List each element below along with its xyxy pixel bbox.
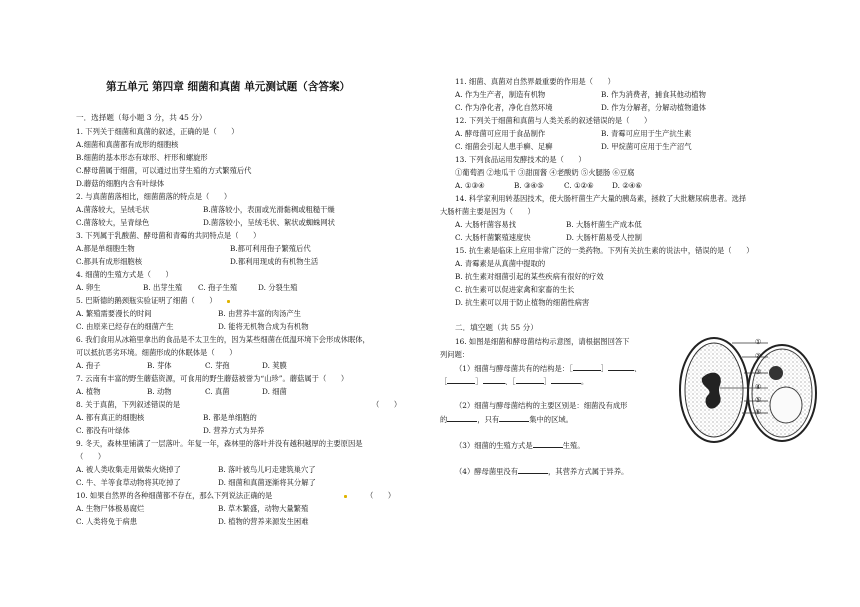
yeast-vacuole <box>770 387 802 423</box>
q11-option-a: A. 作为生产者，制造有机物 <box>455 90 546 99</box>
q4-option-b: B. 出芽生殖 <box>143 283 183 292</box>
cell-diagram-svg <box>672 333 820 447</box>
q6-option-a: A. 孢子 <box>76 361 101 370</box>
q6-option-c: C. 芽孢 <box>205 361 230 370</box>
q8-option-a: A. 都有真正的细胞核 <box>76 413 145 422</box>
q5-option-d: D. 能将无机物合成为有机物 <box>218 322 309 331</box>
q13-option-c: C. ①②⑥ <box>564 181 594 190</box>
q15-option-c: C. 抗生素可以促进家禽和家畜的生长 <box>455 285 575 294</box>
q1-stem: 1. 下列关于细菌和真菌的叙述，正确的是（ ） <box>76 127 239 136</box>
label-6: ⑥ <box>755 408 762 416</box>
q8-option-b: B. 都是单细胞的 <box>203 413 257 422</box>
q16-stem-line1: 16. 如图是细菌和酵母菌结构示意图，请根据图回答下 <box>455 337 630 346</box>
q13-option-b: B. ③④⑤ <box>514 181 544 190</box>
q12-option-b: B. 青霉可应用于生产抗生素 <box>601 129 692 138</box>
label-3: ③ <box>755 368 762 376</box>
q14-stem-line2: 大肠杆菌主要是因为（ ） <box>440 207 535 216</box>
answer-blank[interactable] <box>533 441 563 448</box>
q4-option-a: A. 卵生 <box>76 283 101 292</box>
q7-option-a: A. 植物 <box>76 387 101 396</box>
q3-option-d: D.都利用现成的有机物生活 <box>230 257 319 266</box>
q8-paren: （ ） <box>372 400 402 409</box>
q7-stem: 7. 云南有丰富的野生蘑菇资源，可食用的野生蘑菇被誉为“山珍”。蘑菇属于（ ） <box>76 374 349 383</box>
q9-option-b: B. 落叶被鸟儿叼走建筑巢穴了 <box>218 465 316 474</box>
bacterium-cell <box>680 338 748 442</box>
answer-blank[interactable] <box>551 377 581 384</box>
q16-part1-line1: （1）细菌与酵母菌共有的结构是：［ ］ 、 <box>455 364 642 373</box>
mark-dot <box>227 300 230 303</box>
answer-blank[interactable] <box>499 415 529 422</box>
q1-option-d: D.蘑菇的细胞内含有叶绿体 <box>76 179 165 188</box>
q11-option-d: D. 作为分解者，分解动植物遗体 <box>601 103 707 112</box>
q3-stem: 3. 下列属于乳酸菌、酵母菌和青霉的共同特点是（ ） <box>76 231 261 240</box>
q16-part3: （3）细菌的生殖方式是 生殖。 <box>455 441 585 450</box>
q13-option-a: A. ①③④ <box>455 181 485 190</box>
q16-part4: （4）酵母菌里没有 ，其营养方式属于异养。 <box>455 467 629 476</box>
q7-option-c: C. 真菌 <box>205 387 230 396</box>
answer-blank[interactable] <box>516 377 544 384</box>
q3-option-a: A.都是单细胞生物 <box>76 244 135 253</box>
q10-option-d: D. 植物的营养来源发生困难 <box>218 517 309 526</box>
q15-stem: 15. 抗生素是临床上应用非常广泛的一类药物。下列有关抗生素的说法中，错误的是（ ） <box>455 246 754 255</box>
q9-option-c: C. 牛、羊等食草动物将其吃掉了 <box>76 478 181 487</box>
q12-stem: 12. 下列关于细菌和真菌与人类关系的叙述错误的是（ ） <box>455 116 652 125</box>
q11-option-b: B. 作为消费者，捕食其他动植物 <box>601 90 706 99</box>
q14-option-a: A. 大肠杆菌容易找 <box>455 220 516 229</box>
q5-option-a: A. 繁殖需要漫长的时间 <box>76 309 152 318</box>
q9-option-d: D. 细菌和真菌逐渐将其分解了 <box>218 478 316 487</box>
q14-stem-line1: 14. 科学家利用转基因技术，使大肠杆菌生产大量的胰岛素，拯救了大批糖尿病患者。选择 <box>455 194 747 203</box>
section-fill-heading: 二．填空题（共 55 分） <box>455 323 538 332</box>
q14-option-b: B. 大肠杆菌生产成本低 <box>566 220 642 229</box>
page-title: 第五单元 第四章 细菌和真菌 单元测试题（含答案） <box>106 81 351 93</box>
q16-part2-line2: 的 ，只有 集中的区域。 <box>440 415 573 424</box>
q12-option-d: D. 甲烷菌可应用于生产沼气 <box>601 142 692 151</box>
q11-stem: 11. 细菌、真菌对自然界最重要的作用是（ ） <box>455 77 615 86</box>
q16-stem-line2: 列问题： <box>440 350 470 359</box>
q8-stem: 8. 关于真菌，下列叙述错误的是 <box>76 400 181 409</box>
q10-stem: 10. 如果自然界的各种细菌都不存在，那么下列说法正确的是 <box>76 491 273 500</box>
answer-blank[interactable] <box>608 364 634 371</box>
q5-option-c: C. 由原来已经存在的细菌产生 <box>76 322 174 331</box>
q1-option-c: C.酵母菌属于细菌，可以通过出芽生殖的方式繁殖后代 <box>76 166 252 175</box>
q6-option-d: D. 荚膜 <box>262 361 287 370</box>
q9-stem-line2: （ ） <box>76 452 106 461</box>
answer-blank[interactable] <box>573 364 601 371</box>
q11-option-c: C. 作为净化者，净化自然环境 <box>455 103 553 112</box>
q12-option-a: A. 酵母菌可应用于食品制作 <box>455 129 546 138</box>
section-choice-heading: 一．选择题（每小题 3 分，共 45 分） <box>76 113 207 122</box>
q4-option-c: C. 孢子生殖 <box>198 283 238 292</box>
label-5: ⑤ <box>755 396 762 404</box>
q3-option-c: C.都具有成形细胞核 <box>76 257 143 266</box>
q13-items: ①葡萄酒 ②地瓜干 ③甜面酱 ④老酸奶 ⑤火腿肠 ⑥豆腐 <box>455 168 635 177</box>
answer-blank[interactable] <box>447 377 475 384</box>
label-4: ④ <box>755 383 762 391</box>
q15-option-b: B. 抗生素对细菌引起的某些疾病有很好的疗效 <box>455 272 604 281</box>
q15-option-a: A. 青霉素是从真菌中提取的 <box>455 259 546 268</box>
answer-blank[interactable] <box>518 467 548 474</box>
q6-stem-line1: 6. 我们食用从冰箱里拿出的食品是不太卫生的，因为某些细菌在低温环境下会形成休眠体， <box>76 335 370 344</box>
q2-stem: 2. 与真菌菌落相比，细菌菌落的特点是（ ） <box>76 192 232 201</box>
q6-option-b: B. 芽体 <box>147 361 172 370</box>
q6-stem-line2: 可以抵抗恶劣环境。细菌形成的休眠体是（ ） <box>76 348 237 357</box>
q4-stem: 4. 细菌的生殖方式是（ ） <box>76 270 173 279</box>
yeast-nucleus <box>769 366 783 380</box>
answer-blank[interactable] <box>483 377 505 384</box>
label-1: ① <box>755 338 762 346</box>
q16-part2-line1: （2）细菌与酵母菌结构的主要区别是：细菌没有成形 <box>455 401 628 410</box>
q5-option-b: B. 由营养丰富的肉汤产生 <box>218 309 301 318</box>
q12-option-c: C. 细菌会引起人患手癣、足癣 <box>455 142 553 151</box>
q13-stem: 13. 下列食品运用发酵技术的是（ ） <box>455 155 586 164</box>
label-2: ② <box>755 352 762 360</box>
answer-blank[interactable] <box>447 415 477 422</box>
q1-option-b: B.细菌的基本形态有球形、杆形和螺旋形 <box>76 153 208 162</box>
q4-option-d: D. 分裂生殖 <box>258 283 298 292</box>
q10-option-b: B. 草木繁盛，动物大量繁殖 <box>218 504 309 513</box>
q9-option-a: A. 被人类收集走用做柴火烧掉了 <box>76 465 181 474</box>
cell-diagram <box>672 333 820 447</box>
q13-option-d: D. ②④⑥ <box>612 181 642 190</box>
q10-paren: （ ） <box>366 491 396 500</box>
q7-option-d: D. 细菌 <box>262 387 287 396</box>
q2-option-d: D.菌落较小，呈绒毛状、絮状或蜘蛛网状 <box>203 218 335 227</box>
q2-option-a: A.菌落较大，呈绒毛状 <box>76 205 150 214</box>
q9-stem-line1: 9. 冬天，森林里铺满了一层落叶。年复一年，森林里的落叶并没有越积越厚的主要原因是 <box>76 439 363 448</box>
q3-option-b: B.都可利用孢子繁殖后代 <box>230 244 311 253</box>
q2-option-c: C.菌落较大，呈青绿色 <box>76 218 150 227</box>
q5-stem: 5. 巴斯德的鹅颈瓶实验证明了细菌（ ） <box>76 296 217 305</box>
q10-option-c: C. 人类将免于病患 <box>76 517 138 526</box>
q2-option-b: B.菌落较小，表面或光滑黏稠或粗糙干燥 <box>203 205 335 214</box>
q10-option-a: A. 生物尸体极易腐烂 <box>76 504 145 513</box>
q16-part1-line2: ［ ］ 、［ ］ 。 <box>440 377 589 386</box>
q1-option-a: A.细菌和真菌都有成形的细胞核 <box>76 140 179 149</box>
q15-option-d: D. 抗生素可以用于防止植物的细菌性病害 <box>455 298 590 307</box>
q14-option-c: C. 大肠杆菌繁殖速度快 <box>455 233 531 242</box>
mark-dot <box>344 495 347 498</box>
q8-option-d: D. 营养方式为异养 <box>203 426 265 435</box>
q8-option-c: C. 都没有叶绿体 <box>76 426 130 435</box>
q14-option-d: D. 大肠杆菌易受人控制 <box>566 233 642 242</box>
q7-option-b: B. 动物 <box>147 387 172 396</box>
